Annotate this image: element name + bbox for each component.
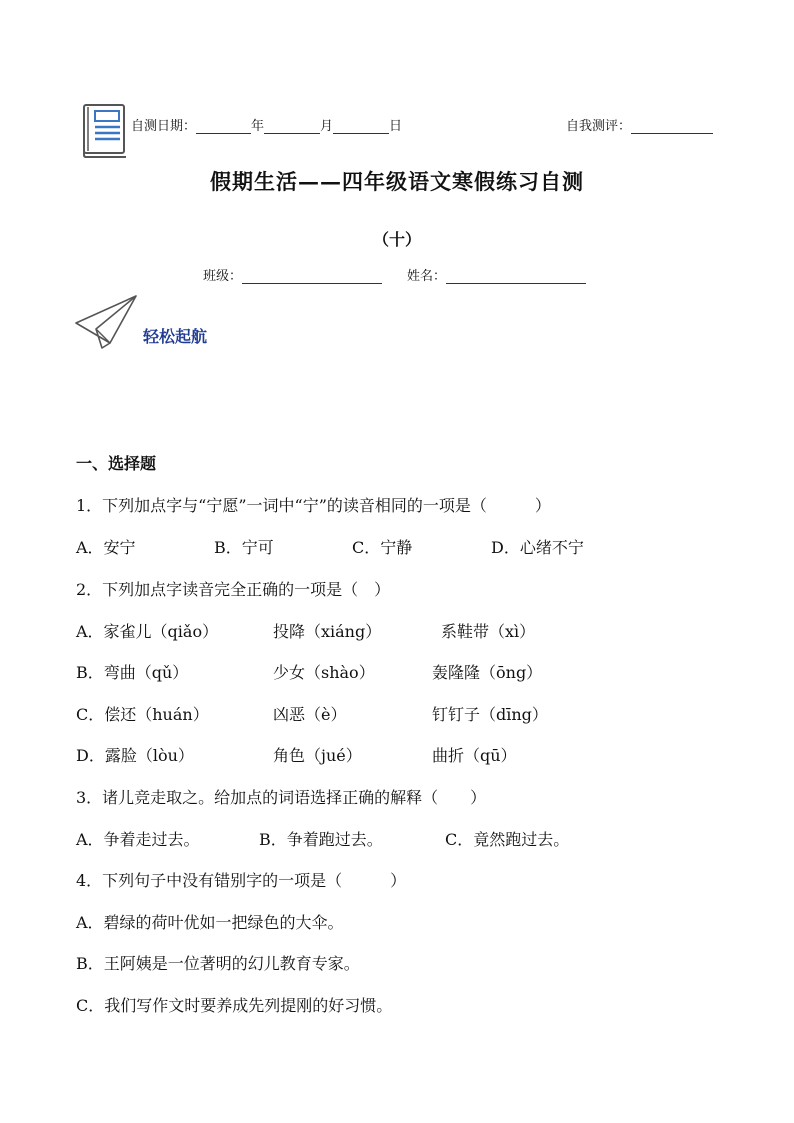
- q2-option-d-3: 曲折（qū）: [432, 746, 517, 765]
- paper-plane-icon: [74, 293, 140, 351]
- name-field: [407, 265, 586, 284]
- question-4-stem: 4．下列句子中没有错别字的一项是（ ）: [76, 871, 407, 890]
- year-blank[interactable]: [196, 119, 251, 134]
- name-label: 姓名：: [407, 269, 447, 284]
- q2-option-d-2: 角色（jué）: [273, 746, 362, 765]
- q3-option-c[interactable]: C．竟然跑过去。: [445, 830, 570, 849]
- q2-option-c-1[interactable]: C．偿还（huán）: [76, 705, 209, 724]
- q1-option-d[interactable]: D．心绪不宁: [491, 538, 584, 557]
- q2-option-b-1[interactable]: B．弯曲（qǔ）: [76, 663, 189, 682]
- section-label: 轻松起航: [143, 327, 208, 346]
- book-icon: [80, 103, 130, 159]
- self-eval-label: 自我测评：: [566, 119, 632, 134]
- q2-option-a-1[interactable]: A．家雀儿（qiǎo）: [76, 622, 219, 641]
- q3-option-b[interactable]: B．争着跑过去。: [259, 830, 383, 849]
- self-eval-row: [566, 115, 713, 134]
- q1-option-c[interactable]: C．宁静: [352, 538, 413, 557]
- q4-option-c[interactable]: C．我们写作文时要养成先列提刚的好习惯。: [76, 996, 393, 1015]
- class-label: 班级：: [203, 269, 243, 284]
- day-label: 日: [389, 119, 403, 134]
- q1-option-b[interactable]: B．宁可: [214, 538, 274, 557]
- self-eval-blank[interactable]: [631, 119, 713, 134]
- q1-option-a[interactable]: A．安宁: [76, 538, 136, 557]
- question-2-stem: 2．下列加点字读音完全正确的一项是（ ）: [76, 580, 391, 599]
- class-blank[interactable]: [242, 269, 382, 284]
- month-blank[interactable]: [264, 119, 320, 134]
- part-heading: 一、选择题: [76, 454, 157, 473]
- year-label: 年: [251, 119, 265, 134]
- date-label: 自测日期：: [131, 119, 197, 134]
- q2-option-d-1[interactable]: D．露脸（lòu）: [76, 746, 194, 765]
- question-1-stem: 1．下列加点字与“宁愿”一词中“宁”的读音相同的一项是（ ）: [76, 496, 551, 515]
- q2-option-a-3: 系鞋带（xì）: [441, 622, 536, 641]
- name-blank[interactable]: [446, 269, 586, 284]
- page-subtitle: （十）: [372, 230, 421, 249]
- q2-option-b-3: 轰隆隆（ōng）: [432, 663, 543, 682]
- q2-option-b-2: 少女（shào）: [273, 663, 375, 682]
- q2-option-a-2: 投降（xiáng）: [273, 622, 382, 641]
- question-3-stem: 3．诸儿竞走取之。给加点的词语选择正确的解释（ ）: [76, 788, 487, 807]
- q2-option-c-3: 钉钉子（dīng）: [432, 705, 548, 724]
- class-field: [203, 265, 382, 284]
- q3-option-a[interactable]: A．争着走过去。: [76, 830, 200, 849]
- page-title: 假期生活——四年级语文寒假练习自测: [210, 169, 584, 194]
- date-row: [131, 115, 402, 134]
- q4-option-a[interactable]: A．碧绿的荷叶优如一把绿色的大伞。: [76, 913, 344, 932]
- q4-option-b[interactable]: B．王阿姨是一位著明的幻儿教育专家。: [76, 954, 360, 973]
- day-blank[interactable]: [333, 119, 389, 134]
- month-label: 月: [320, 119, 334, 134]
- q2-option-c-2: 凶恶（è）: [273, 705, 347, 724]
